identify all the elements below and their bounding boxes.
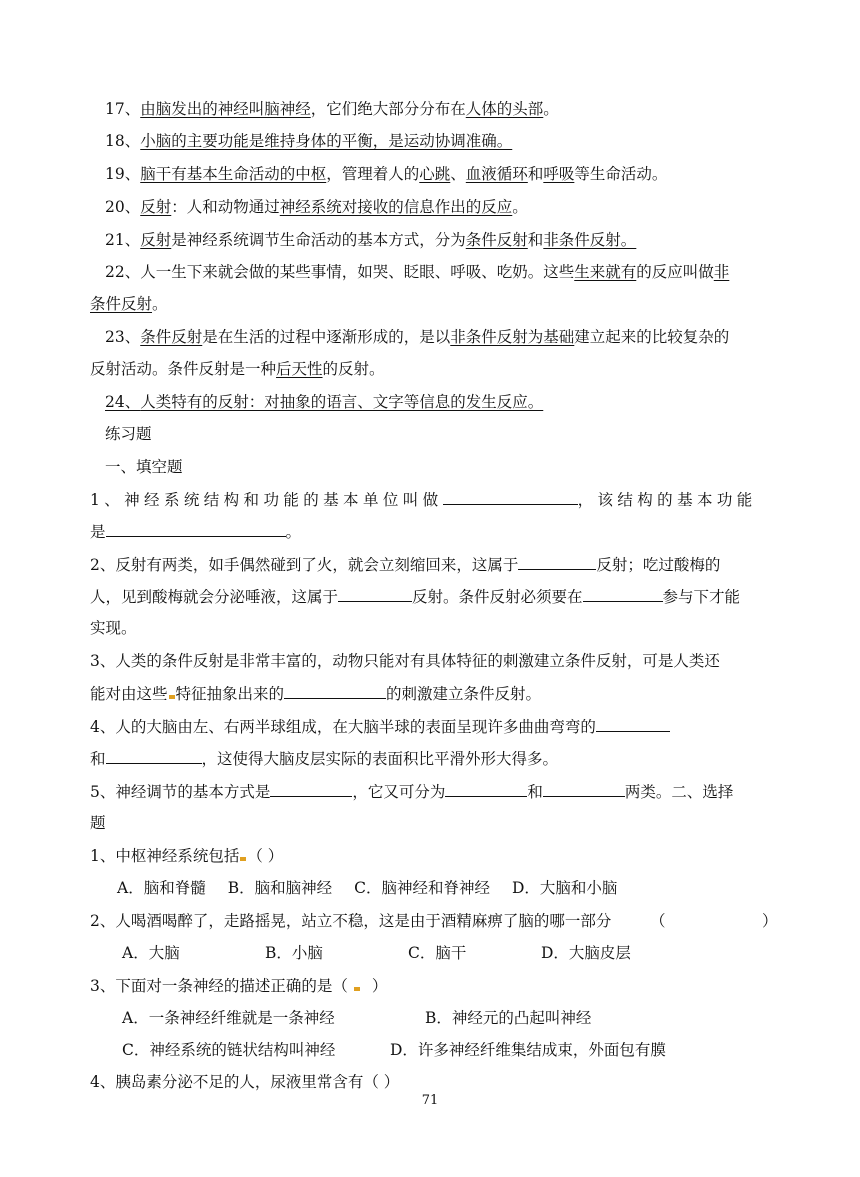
practice-title: 练习题 xyxy=(105,425,152,443)
fill-q5-line1: 5、神经调节的基本方式是 ，它又可分为 和 两类。二、选择 xyxy=(90,780,733,803)
blank-q1-unit[interactable] xyxy=(443,488,578,505)
note-24: 24、人类特有的反射：对抽象的语言、文字等信息的发生反应。 xyxy=(105,393,544,411)
choice-q2-paren-right: ） xyxy=(762,912,778,930)
choice-q2-paren-left: （ xyxy=(650,912,666,930)
option-a[interactable]: A．大脑 xyxy=(122,944,180,962)
blank-q4-ridges[interactable] xyxy=(106,747,202,764)
fill-q1-line2: 是 。 xyxy=(90,520,301,543)
blank-q5-type2[interactable] xyxy=(543,780,625,797)
option-d[interactable]: D．大脑皮层 xyxy=(541,944,631,962)
fill-q2-line2: 人，见到酸梅就会分泌唾液，这属于 反射。条件反射必须要在 参与下才能 xyxy=(90,585,740,608)
blank-q4-grooves[interactable] xyxy=(596,715,670,732)
choice-q3-options-row1 xyxy=(122,1007,591,1029)
fill-q4-line1: 4、人的大脑由左、右两半球组成，在大脑半球的表面呈现许多曲曲弯弯的 xyxy=(90,715,670,738)
note-22-cont: 条件反射。 xyxy=(90,295,168,313)
option-b[interactable]: B．小脑 xyxy=(265,944,323,962)
choice-q4: 4、胰岛素分泌不足的人，尿液里常含有（ ） xyxy=(90,1073,400,1091)
note-22: 22、人一生下来就会做的某些事情，如哭、眨眼、呼吸、吃奶。这些生来就有的反应叫做非 xyxy=(105,263,730,281)
fill-q1-line1: 1、神经系统结构和功能的基本单位叫做 ，该结构的基本功能 xyxy=(90,488,770,511)
note-17: 17、由脑发出的神经叫脑神经，它们绝大部分分布在人体的头部。 xyxy=(105,100,559,118)
option-b[interactable]: B．脑和脑神经 xyxy=(227,879,333,897)
note-18: 18、小脑的主要功能是维持身体的平衡，是运动协调准确。 xyxy=(105,132,513,150)
choice-q1: 1、中枢神经系统包括 （ ） xyxy=(90,847,284,865)
page-number: 71 xyxy=(421,1093,439,1108)
note-19: 19、脑干有基本生命活动的中枢，管理着人的心跳、血液循环和呼吸等生命活动。 xyxy=(105,165,668,183)
highlight-mark xyxy=(169,695,175,699)
blank-q5-type1[interactable] xyxy=(445,780,527,797)
blank-q3-stimulus[interactable] xyxy=(284,682,386,699)
note-21: 21、反射是神经系统调节生命活动的基本方式，分为条件反射和非条件反射。 xyxy=(105,231,637,249)
blank-q2-reflex-type1[interactable] xyxy=(518,553,596,570)
choice-q2-options xyxy=(122,942,631,964)
blank-q5-basic-method[interactable] xyxy=(270,780,352,797)
note-20: 20、反射：人和动物通过神经系统对接收的信息作出的反应。 xyxy=(105,198,528,216)
choice-q1-options xyxy=(117,877,617,899)
choice-q3: 3、下面对一条神经的描述正确的是（ ） xyxy=(90,977,388,995)
option-d[interactable]: D．许多神经纤维集结成束，外面包有膜 xyxy=(390,1041,666,1059)
choice-q3-options-row2 xyxy=(122,1039,666,1061)
blank-q2-requirement[interactable] xyxy=(583,585,663,602)
fill-q5-line2: 题 xyxy=(90,814,106,832)
option-d[interactable]: D．大脑和小脑 xyxy=(511,879,618,897)
option-c[interactable]: C．脑干 xyxy=(408,944,467,962)
blank-q2-reflex-type2[interactable] xyxy=(338,585,412,602)
choice-q2: 2、人喝酒喝醉了，走路摇晃，站立不稳，这是由于酒精麻痹了脑的哪一部分 xyxy=(90,912,612,930)
option-c[interactable]: C．脑神经和脊神经 xyxy=(354,879,490,897)
fill-q4-line2: 和 ，这使得大脑皮层实际的表面积比平滑外形大得多。 xyxy=(90,747,558,770)
blank-q1-function[interactable] xyxy=(106,520,286,537)
fill-q3-line1: 3、人类的条件反射是非常丰富的，动物只能对有具体特征的刺激建立条件反射，可是人类还 xyxy=(90,652,720,670)
highlight-mark xyxy=(240,857,246,861)
fill-q2-line1: 2、反射有两类，如手偶然碰到了火，就会立刻缩回来，这属于 反射；吃过酸梅的 xyxy=(90,553,720,576)
note-23: 23、条件反射是在生活的过程中逐渐形成的，是以非条件反射为基础建立起来的比较复杂的 xyxy=(105,328,730,346)
note-23-cont: 反射活动。条件反射是一种后天性的反射。 xyxy=(90,360,385,378)
option-a[interactable]: A．脑和脊髓 xyxy=(117,879,206,897)
option-b[interactable]: B．神经元的凸起叫神经 xyxy=(425,1009,592,1027)
option-c[interactable]: C．神经系统的链状结构叫神经 xyxy=(122,1041,336,1059)
highlight-mark xyxy=(354,987,360,991)
option-a[interactable]: A．一条神经纤维就是一条神经 xyxy=(122,1009,335,1027)
section-fill-title: 一、填空题 xyxy=(105,458,183,476)
fill-q3-line2: 能对由这些 特征抽象出来的 的刺激建立条件反射。 xyxy=(90,682,541,705)
fill-q2-line3: 实现。 xyxy=(90,619,137,637)
